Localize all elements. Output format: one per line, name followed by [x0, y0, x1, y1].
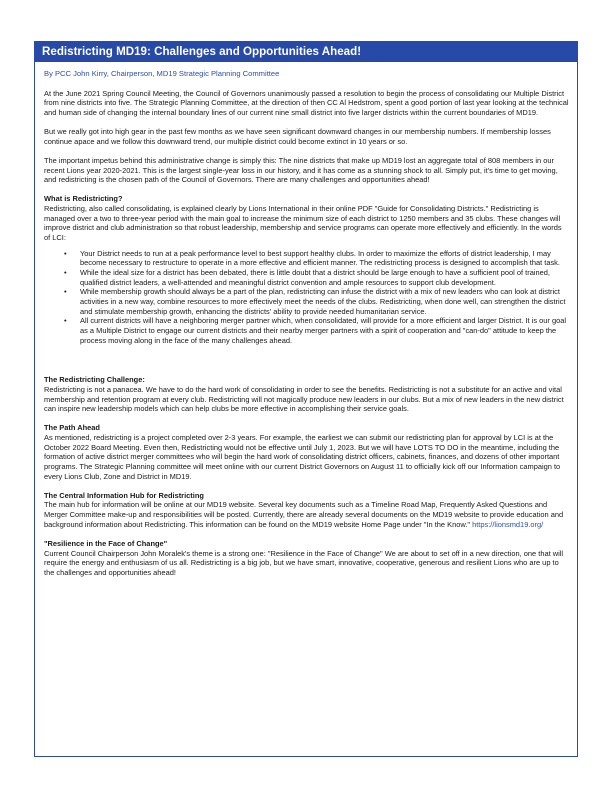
challenge-heading: The Redistricting Challenge: [44, 375, 145, 385]
lci-bullet-list [44, 249, 569, 346]
path-heading: The Path Ahead [44, 423, 100, 433]
list-item: • Your District needs to run at a peak performance level to best support healthy clubs. In order to maximize the efforts of district leadership, I may become necessary to restructure to operate in a more effective and efficient manner. The redistricting process is designed to accomplish that task. [80, 249, 569, 268]
resilience-body: Current Council Chairperson John Moralek's theme is a strong one: "Resilience in the Face of Change" We are about to set off in a new direction, one that will require the energy and enthusiasm of us all. Redistricting is a big job, but we have smart, innovative, cooperative, generous and resilient Lions who are up to the challenges and opportunities ahead! [44, 548, 564, 577]
list-item: • While the ideal size for a district has been debated, there is little doubt that a district should be large enough to have a sufficient pool of trained, qualified district leaders, a well-attended and meaningful district convention and ample resources to support club development. [80, 268, 569, 287]
byline: By PCC John Kirry, Chairperson, MD19 Strategic Planning Committee [44, 69, 280, 78]
path-body: As mentioned, redistricting is a project completed over 2-3 years. For example, the earliest we can submit our redistricting plan for approval by LCI is at the October 2022 Board Meeting. Even then, Redistricting would not be effective until July 1, 2023. But we will have LOTS TO DO in the meantime, including the formation of active district merger committees who will begin the hard work of consolidating district officers, cabinets, finances, and dozens of other important programs. The Strategic Planning committee will meet online with our current District Governors on August 11 to officially kick off our Information campaign to every Lions Club, Zone and District in MD19. [44, 433, 561, 481]
list-item: • While membership growth should always be a part of the plan, redistricting can infuse the district with a mix of new leaders who can look at district activities in a new way, combine resources to more effectively meet the needs of the clubs. Redistricting, when done well, can strengthen the district and stimulate membership growth, enhancing the districts' ability to provide needed humanitarian service. [80, 287, 569, 316]
article-title: Redistricting MD19: Challenges and Opportunities Ahead! [35, 42, 577, 62]
what-is-heading: What is Redistricting? [44, 194, 123, 204]
intro-paragraph: The important impetus behind this administrative change is simply this: The nine districts that make up MD19 lost an aggregate total of 808 members in our recent Lions year 2020-2021. This is the largest single-year loss in our history, and it has come as a stunning shock to all. Simply put, it's time to get moving, and redistricting is the chosen path of the Council of Governors. There are many challenges and opportunities ahead! [44, 155, 558, 185]
what-is-body: Redistricting, also called consolidating, is explained clearly by Lions International in their online PDF "Guide for Consolidating Districts." Redistricting is managed over a two to three-year period with the main goal to increase the minimum size of each district to 1250 members and 35 clubs. These changes will improve district and club administration so that robust leadership, membership and service programs can operate more effectively and efficiently. In the words of LCI: [44, 204, 562, 243]
hub-heading: The Central Information Hub for Redistricting [44, 490, 204, 500]
article-frame [34, 41, 578, 757]
hub-text: The main hub for information will be online at our MD19 website. Several key documents such as a Timeline Road Map, Frequently Asked Questions and Merger Committee make-up and responsibilities will be posted. Currently, there are already several documents on the MD19 website to provide education and background information about Redistricting. This information can be found on the MD19 website Home Page under "In the Know." [44, 500, 564, 529]
intro-paragraph: At the June 2021 Spring Council Meeting, the Council of Governors unanimously passed a resolution to begin the process of consolidating our Multiple District from nine districts into five. The Strategic Planning Committee, at the direction of then CC Al Hedstrom, spent a good portion of last year looking at the technical and human side of changing the internal boundary lines of our current nine small district into five larger districts within the current boundaries of MD19. [44, 88, 569, 117]
resilience-heading: "Resilience in the Face of Change" [44, 538, 168, 548]
challenge-body: Redistricting is not a panacea. We have to do the hard work of consolidating in order to see the benefits. Redistricting is not a substitute for an active and vital membership and retention program at every club. Redistricting will not magically produce new leaders in our clubs. But a mix of new leaders in the new district can inspire new leadership models which can help clubs be more effective in accomplishing their service goals. [44, 384, 564, 414]
intro-paragraph: But we really got into high gear in the past few months as we have seen significant downward changes in our membership numbers. If membership losses continue apace and we follow this downward trend, our multiple district could become extinct in 10 years or so. [44, 127, 551, 146]
website-link[interactable]: https://lionsmd19.org/ [472, 519, 544, 529]
article-body [35, 62, 577, 578]
list-item: • All current districts will have a neighboring merger partner which, when consolidated, will provide for a more efficient and larger District. It is our goal as a Multiple District to engage our current districts and their nearby merger partners with a spirit of cooperation and "can-do" attitude to keep the process moving along in the face of the many challenges ahead. [80, 316, 569, 345]
hub-body [44, 500, 569, 529]
